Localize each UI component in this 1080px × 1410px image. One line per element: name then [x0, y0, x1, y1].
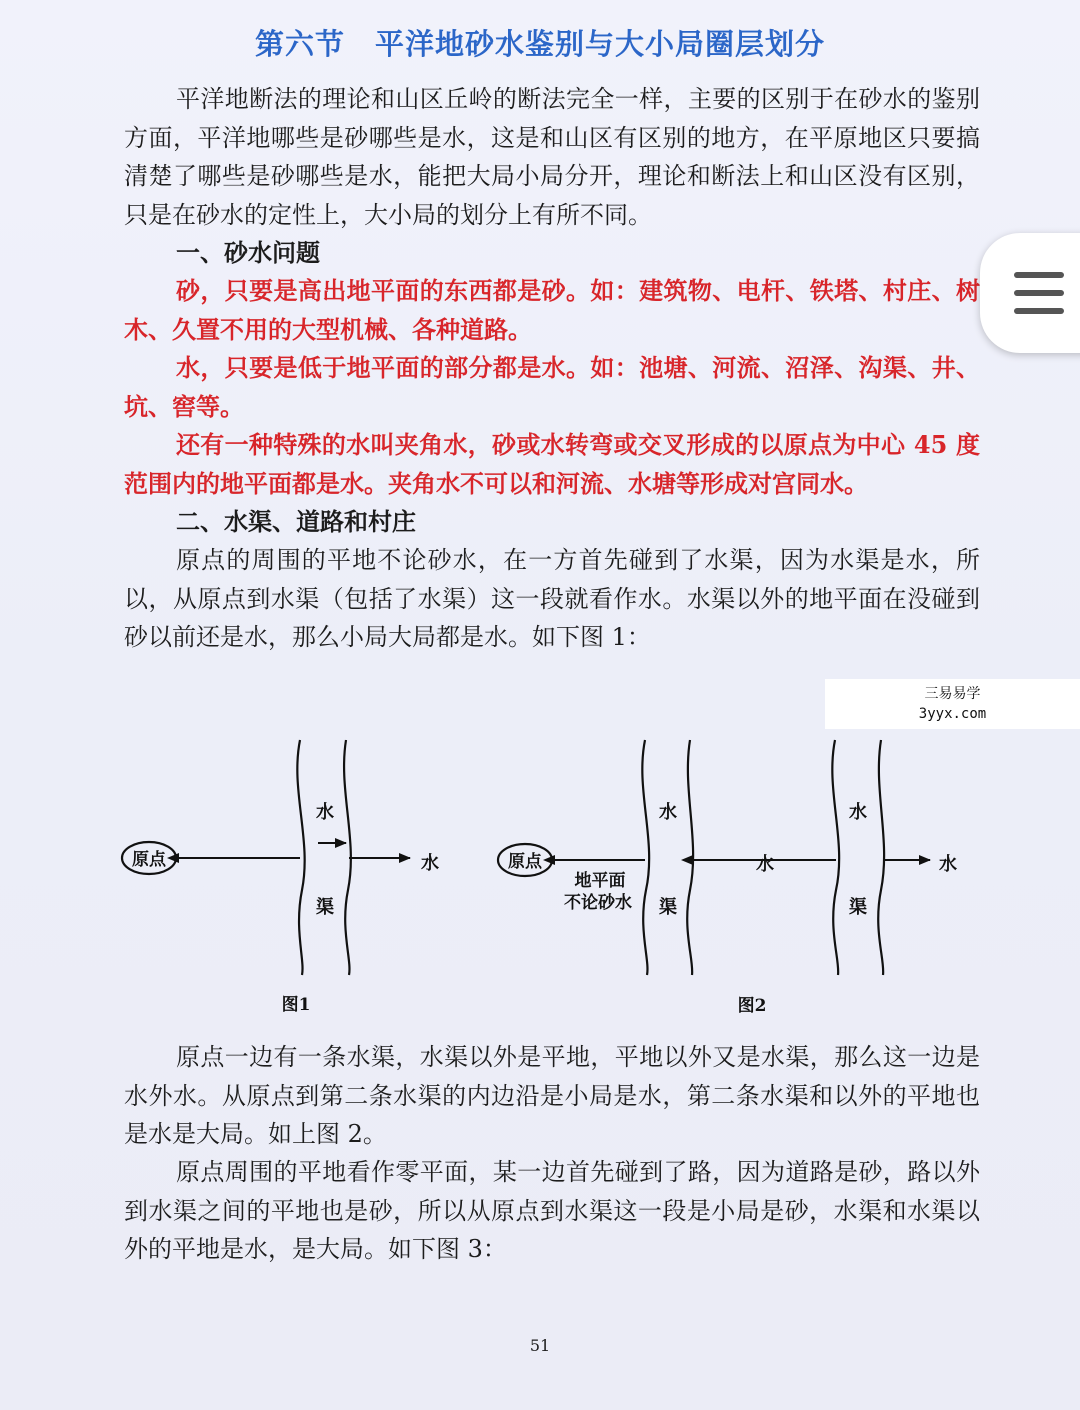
sand-definition: 砂，只要是高出地平面的东西都是砂。如：建筑物、电杆、铁塔、村庄、树木、久置不用的大型机械、各种道路。 — [124, 276, 980, 344]
floating-menu-button[interactable] — [980, 233, 1080, 353]
fig2-beyond-label: 水 — [939, 854, 957, 875]
section-title — [0, 22, 1080, 63]
fig1-origin-label: 原点 — [132, 850, 166, 870]
section-title-text: 平洋地砂水鉴别与大小局圈层划分 — [375, 27, 826, 61]
watermark-url: 3yyx.com — [918, 706, 987, 722]
fig2-flat-ground-label-2: 不论砂水 — [564, 893, 632, 913]
watermark-box — [825, 679, 1080, 729]
road-paragraph: 原点周围的平地看作零平面，某一边首先碰到了路，因为道路是砂，路以外到水渠之间的平地也是砂，所以从原点到水渠这一段是小局是砂，水渠和水渠以外的平地是水，是大局。如下图 3： — [124, 1158, 980, 1264]
heading-sand-water: 一、砂水问题 — [176, 238, 320, 267]
intro-paragraph: 平洋地断法的理论和山区丘岭的断法完全一样，主要的区别于在砂水的鉴别方面，平洋地哪些是砂哪些是水，这是和山区有区别的地方，在平原地区只要搞清楚了哪些是砂哪些是水，能把大局小局分开，理论和断法上和山区没有区别，只是在砂水的定性上，大小局的划分上有所不同。 — [124, 85, 980, 229]
corner-water-definition: 还有一种特殊的水叫夹角水，砂或水转弯或交叉形成的以原点为中心 45 度范围内的地平面都是水。夹角水不可以和河流、水塘等形成对宫同水。 — [124, 430, 980, 498]
fig2-canal2-top-label: 水 — [849, 802, 867, 823]
fig1-canal-top-label: 水 — [316, 802, 334, 823]
fig1-canal-bottom-label: 渠 — [316, 897, 334, 918]
fig2-canal2-bottom-label: 渠 — [849, 897, 867, 918]
canal-diagrams — [0, 730, 1080, 1030]
fig2-canal2-left-bank — [832, 740, 839, 975]
page-number: 51 — [529, 1336, 551, 1355]
two-canals-paragraph: 原点一边有一条水渠，水渠以外是平地，平地以外又是水渠，那么这一边是水外水。从原点到第二条水渠的内边沿是小局是水，第二条水渠和以外的平地也是水是大局。如上图 2。 — [124, 1043, 980, 1149]
fig2-origin-label: 原点 — [508, 852, 542, 872]
fig2-flat-ground-label-1: 地平面 — [574, 871, 626, 891]
fig1-caption: 图1 — [281, 995, 311, 1015]
watermark-name: 三易易学 — [924, 686, 981, 702]
fig2-canal1-right-bank — [687, 740, 693, 975]
fig2-canal1-top-label: 水 — [659, 802, 677, 823]
figure-2 — [498, 740, 957, 1016]
water-definition: 水，只要是低于地平面的部分都是水。如：池塘、河流、沼泽、沟渠、井、坑、窖等。 — [124, 353, 980, 421]
canal-paragraph: 原点的周围的平地不论砂水，在一方首先碰到了水渠，因为水渠是水，所以，从原点到水渠（包括了水渠）这一段就看作水。水渠以外的地平面在没碰到砂以前还是水，那么小局大局都是水。如下图 1： — [124, 546, 980, 652]
fig2-caption: 图2 — [737, 996, 767, 1016]
fig2-middle-label: 水 — [756, 854, 774, 875]
figure-1 — [122, 740, 439, 1015]
fig1-beyond-label: 水 — [421, 853, 439, 874]
fig2-canal1-left-bank — [642, 740, 649, 975]
fig2-canal1-bottom-label: 渠 — [659, 897, 677, 918]
section-number: 第六节 — [254, 27, 345, 61]
heading-canal-road-village: 二、水渠、道路和村庄 — [176, 507, 416, 536]
fig2-canal2-right-bank — [878, 740, 884, 975]
